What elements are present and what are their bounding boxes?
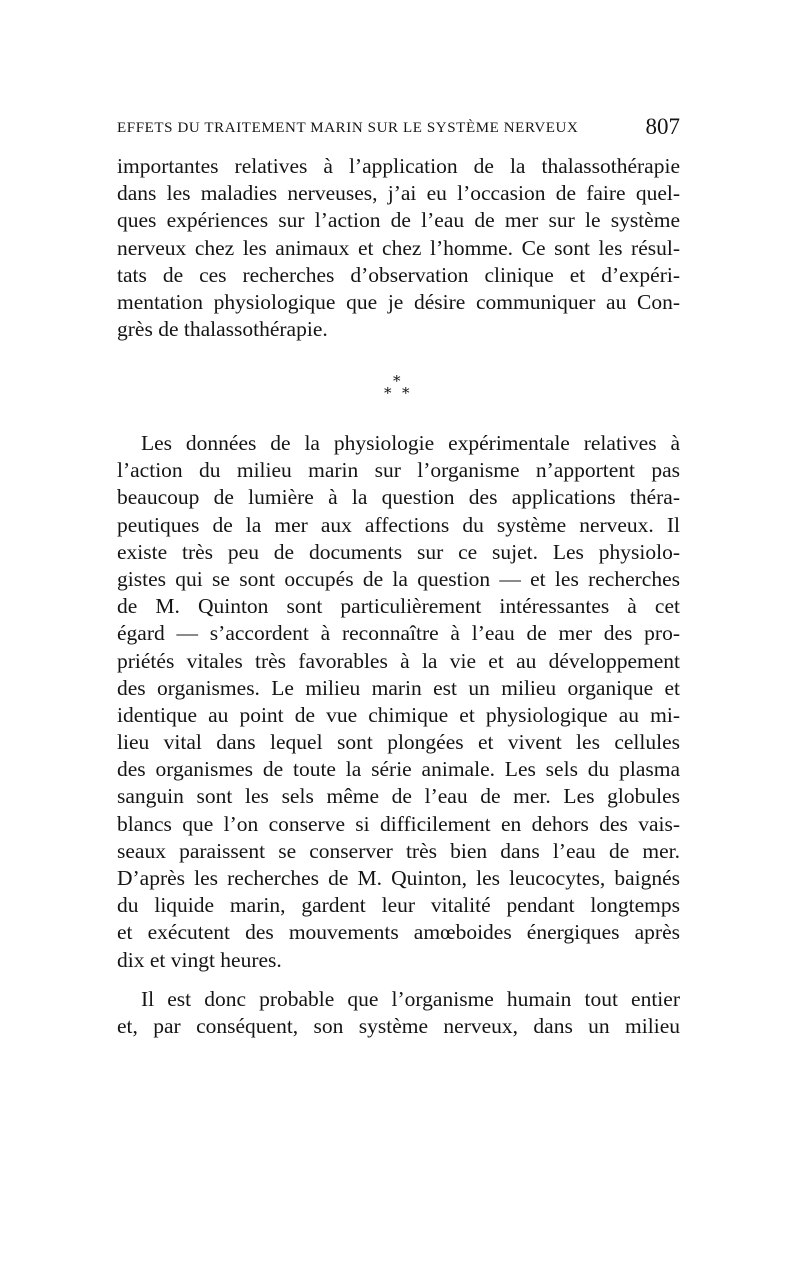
paragraph-2	[117, 430, 680, 974]
text-line: mentation physiologique que je désire communiquer au Con-	[117, 289, 680, 314]
text-line: identique au point de vue chimique et physiologique au mi-	[117, 702, 680, 727]
paragraph-3	[117, 986, 680, 1040]
text-line: priétés vitales très favorables à la vie et au développement	[117, 648, 680, 673]
text-line: l’action du milieu marin sur l’organisme n’apportent pas	[117, 458, 680, 483]
text-line: beaucoup de lumière à la question des applications théra-	[117, 485, 680, 510]
text-line: grès de thalassothérapie.	[117, 317, 328, 342]
text-line: nerveux chez les animaux et chez l’homme. Ce sont les résul-	[117, 235, 680, 260]
text-line: et exécutent des mouvements amœboides énergiques après	[117, 920, 680, 945]
asterisk-icon: *	[393, 372, 401, 390]
text-line: sanguin sont les sels même de l’eau de mer. Les globules	[117, 784, 680, 809]
text-line: dans les maladies nerveuses, j’ai eu l’occasion de faire quel-	[117, 181, 680, 206]
text-line: existe très peu de documents sur ce sujet. Les physiolo-	[117, 539, 680, 564]
text-line: lieu vital dans lequel sont plongées et vivent les cellules	[117, 730, 680, 755]
text-line: gistes qui se sont occupés de la question — et les recherches	[117, 566, 680, 591]
text-line: Il est donc probable que l’organisme humain tout entier	[141, 987, 680, 1011]
text-line: des organismes. Le milieu marin est un milieu organique et	[117, 675, 680, 700]
text-line: importantes relatives à l’application de la thalassothérapie	[117, 154, 680, 178]
page-number: 807	[645, 114, 680, 139]
asterism-separator	[378, 372, 418, 406]
paragraph-1	[117, 153, 680, 343]
text-line: ques expériences sur l’action de l’eau de mer sur le système	[117, 208, 680, 233]
text-line: tats de ces recherches d’observation clinique et d’expéri-	[117, 262, 680, 287]
text-line: blancs que l’on conserve si difficilement en dehors des vais-	[117, 811, 680, 836]
asterisk-icon: *	[384, 384, 392, 402]
asterisk-icon: *	[402, 384, 410, 402]
text-line: seaux paraissent se conserver très bien dans l’eau de mer.	[117, 838, 680, 863]
text-line: Les données de la physiologie expérimentale relatives à	[141, 431, 680, 455]
text-line: de M. Quinton sont particulièrement intéressantes à cet	[117, 594, 680, 619]
running-title: EFFETS DU TRAITEMENT MARIN SUR LE SYSTÈME NERVEUX	[117, 120, 579, 136]
text-line: D’après les recherches de M. Quinton, les leucocytes, baignés	[117, 866, 680, 890]
text-line: des organismes de toute la série animale. Les sels du plasma	[117, 757, 680, 782]
text-line: égard — s’accordent à reconnaître à l’eau de mer des pro-	[117, 621, 680, 646]
text-line: du liquide marin, gardent leur vitalité pendant longtemps	[117, 893, 680, 918]
text-line: dix et vingt heures.	[117, 947, 282, 972]
text-line: et, par conséquent, son système nerveux, dans un milieu	[117, 1014, 680, 1039]
text-line: peutiques de la mer aux affections du système nerveux. Il	[117, 512, 680, 537]
running-head	[117, 110, 680, 150]
